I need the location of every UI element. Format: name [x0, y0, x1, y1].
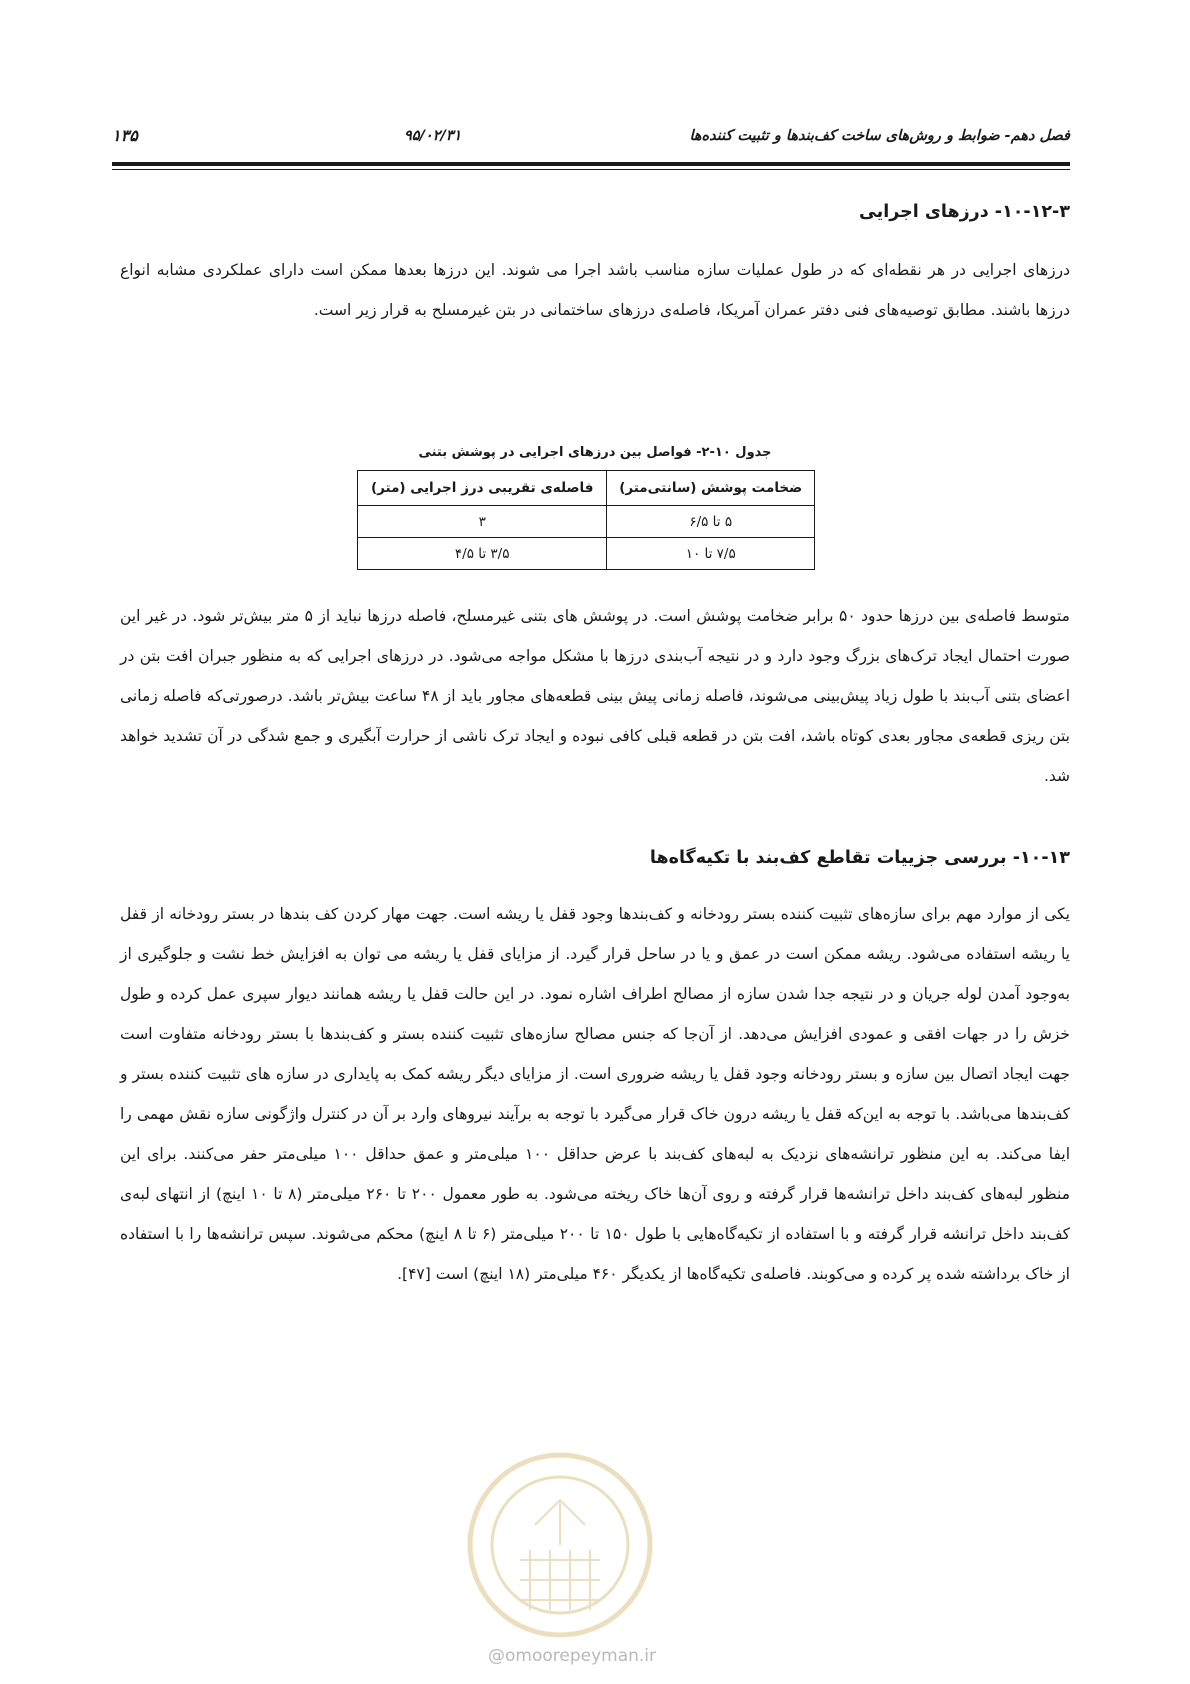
header-rule-thick — [112, 162, 1070, 166]
table-cell: ۵ تا ۶/۵ — [607, 506, 815, 538]
watermark-website: @omoorepeyman.ir — [488, 1646, 657, 1666]
table-row — [358, 506, 815, 538]
joint-spacing-table — [357, 470, 815, 570]
table-header-cell: ضخامت پوشش (سانتی‌متر) — [607, 471, 815, 506]
watermark-seal-logo — [460, 1430, 660, 1650]
table-header-cell: فاصله‌ی تقریبی درز اجرایی (متر) — [358, 471, 607, 506]
section-heading-construction-joints: ۱۰-۱۲-۳- درزهای اجرایی — [858, 202, 1070, 222]
table-row — [358, 538, 815, 570]
section-heading-apron-support-intersection: ۱۰-۱۳- بررسی جزییات تقاطع کف‌بند با تکیه‌گاه‌ها — [649, 848, 1070, 868]
paragraph-construction-joints: درزهای اجرایی در هر نقطه‌ای که در طول عملیات سازه مناسب باشد اجرا می شوند. این درزها بعدها ممکن است دارای عملکردی مشابه انواع درزها باشند. مطابق توصیه‌های فنی دفتر عمران آمریکا، فاصله‌ی درزهای ساختمانی در بتن غیرمسلح به قرار زیر است. — [120, 261, 1070, 319]
table-cell: ۳/۵ تا ۴/۵ — [358, 538, 607, 570]
paragraph-joint-spacing: متوسط فاصله‌ی بین درزها حدود ۵۰ برابر ضخامت پوشش است. در پوشش های بتنی غیرمسلح، فاصله درزها نباید از ۵ متر بیش‌تر شود. در غیر این صورت احتمال ایجاد ترک‌های بزرگ وجود دارد و در نتیجه آب‌بندی درزها با مشکل مواجه می‌شود. در درزهای اجرایی که به منظور جبران افت بتن در اعضای بتنی آب‌بند با طول زیاد پیش‌بینی می‌شوند، فاصله زمانی پیش بینی قطعه‌های مجاور باید از ۴۸ ساعت بیش‌تر باشد. درصورتی‌که فاصله زمانی بتن ریزی قطعه‌ی مجاور بعدی کوتاه باشد، افت بتن در قطعه قبلی کافی نبوده و ایجاد ترک ناشی از حرارت آبگیری و جمع شدگی در آن تشدید خواهد شد. — [120, 607, 1070, 785]
table-header-row — [358, 471, 815, 506]
table-caption: جدول ۱۰-۲- فواصل بین درزهای اجرایی در پوشش بتنی — [418, 445, 772, 460]
paragraph-cutoff-walls: یکی از موارد مهم برای سازه‌های تثبیت کننده بستر رودخانه و کف‌بندها وجود قفل یا ریشه است. جهت مهار کردن کف بندها در بستر رودخانه از قفل یا ریشه استفاده می‌شود. ریشه ممکن است در عمق و یا در ساحل قرار گیرد. از مزایای قفل یا ریشه می توان به افزایش خط نشت و جلوگیری از به‌وجود آمدن لوله جریان و در نتیجه جدا شدن سازه از مصالح اطراف اشاره نمود. در این حالت قفل یا ریشه همانند دیوار سپری عمل کرده و طول خزش را در جهات افقی و عمودی افزایش می‌دهد. از آن‌جا که جنس مصالح سازه‌های تثبیت کننده بستر و کف‌بندها با بستر رودخانه متفاوت است جهت ایجاد اتصال بین سازه و بستر رودخانه وجود قفل یا ریشه ضروری است. از مزایای دیگر ریشه کمک به پایداری در سازه های تثبیت کننده بستر و کف‌بندها می‌باشد. با توجه به این‌که قفل یا ریشه درون خاک قرار می‌گیرد با توجه به برآیند نیروهای وارد بر آن در کنترل واژگونی سازه نقش مهمی را ایفا می‌کند. به این منظور ترانشه‌های نزدیک به لبه‌های کف‌بند با عرض حداقل ۱۰۰ میلی‌متر و عمق حداقل ۱۰۰ میلی‌متر حفر می‌کنند. برای این منظور لبه‌های کف‌بند داخل ترانشه‌ها قرار گرفته و روی آن‌ها خاک ریخته می‌شود. به طور معمول ۲۰۰ تا ۲۶۰ میلی‌متر (۸ تا ۱۰ اینچ) از انتهای لبه‌ی کف‌بند داخل ترانشه قرار گرفته و با استفاده از تکیه‌گاه‌هایی با طول ۱۵۰ تا ۲۰۰ میلی‌متر (۶ تا ۸ اینچ) محکم می‌شوند. سپس ترانشه‌ها را با استفاده از خاک برداشته شده پر کرده و می‌کوبند. فاصله‌ی تکیه‌گاه‌ها از یکدیگر ۴۶۰ میلی‌متر (۱۸ اینچ) است [۴۷]. — [120, 905, 1071, 1283]
table-cell: ۷/۵ تا ۱۰ — [607, 538, 815, 570]
page-number: ۱۳۵ — [112, 126, 138, 145]
header-date: ۹۵/۰۲/۳۱ — [404, 128, 462, 144]
table-cell: ۳ — [358, 506, 607, 538]
header-rule-thin — [112, 169, 1070, 170]
chapter-title: فصل دهم- ضوابط و روش‌های ساخت کف‌بندها و تثبیت کننده‌ها — [689, 128, 1070, 144]
